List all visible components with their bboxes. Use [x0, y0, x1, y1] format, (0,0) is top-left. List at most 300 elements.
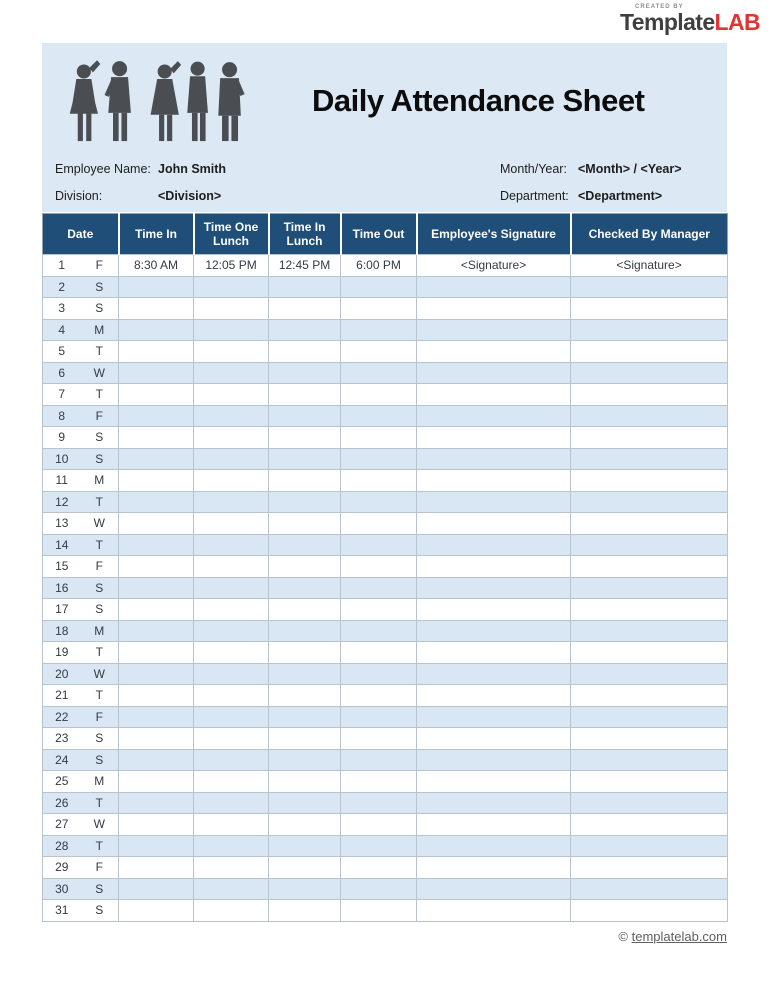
date-number-cell: 1 [43, 255, 81, 277]
time-one-lunch-cell [194, 749, 269, 771]
time-out-cell [341, 556, 417, 578]
time-one-lunch-cell [194, 534, 269, 556]
table-row [43, 706, 728, 728]
checked-by-manager-cell [571, 814, 728, 836]
checked-by-manager-cell [571, 792, 728, 814]
attendance-table-body [43, 255, 728, 922]
table-row [43, 685, 728, 707]
day-letter-cell: M [81, 771, 119, 793]
time-in-cell [119, 642, 194, 664]
time-in-lunch-cell [269, 599, 341, 621]
checked-by-manager-cell [571, 663, 728, 685]
table-row [43, 534, 728, 556]
day-letter-cell: S [81, 749, 119, 771]
time-one-lunch-cell [194, 470, 269, 492]
checked-by-manager-cell [571, 276, 728, 298]
time-one-lunch-cell [194, 835, 269, 857]
time-out-cell [341, 878, 417, 900]
date-number-cell: 6 [43, 362, 81, 384]
table-row [43, 577, 728, 599]
date-number-cell: 12 [43, 491, 81, 513]
employee-signature-cell [417, 728, 571, 750]
checked-by-manager-cell [571, 685, 728, 707]
day-letter-cell: M [81, 470, 119, 492]
logo-template-text: Template [620, 9, 715, 35]
employee-signature-cell [417, 642, 571, 664]
time-one-lunch-cell [194, 620, 269, 642]
table-row [43, 857, 728, 879]
day-letter-cell: T [81, 685, 119, 707]
employee-signature-cell [417, 685, 571, 707]
table-row [43, 255, 728, 277]
templatelab-link[interactable]: templatelab.com [631, 929, 727, 944]
date-number-cell: 31 [43, 900, 81, 922]
table-row [43, 663, 728, 685]
time-one-lunch-cell [194, 513, 269, 535]
date-number-cell: 18 [43, 620, 81, 642]
col-header-checked-by-manager: Checked By Manager [571, 214, 728, 255]
time-one-lunch-cell [194, 599, 269, 621]
checked-by-manager-cell [571, 728, 728, 750]
checked-by-manager-cell [571, 642, 728, 664]
employee-signature-cell [417, 491, 571, 513]
employee-signature-cell [417, 427, 571, 449]
checked-by-manager-cell [571, 857, 728, 879]
checked-by-manager-cell [571, 491, 728, 513]
time-out-cell [341, 276, 417, 298]
logo-lab-text: LAB [714, 9, 760, 35]
date-number-cell: 16 [43, 577, 81, 599]
time-in-lunch-cell [269, 362, 341, 384]
time-in-lunch-cell [269, 298, 341, 320]
day-letter-cell: S [81, 728, 119, 750]
time-in-lunch-cell [269, 771, 341, 793]
time-out-cell [341, 448, 417, 470]
time-in-lunch-cell: 12:45 PM [269, 255, 341, 277]
checked-by-manager-cell [571, 341, 728, 363]
month-year-value: <Month> / <Year> [578, 161, 682, 176]
date-number-cell: 8 [43, 405, 81, 427]
employee-signature-cell [417, 448, 571, 470]
time-one-lunch-cell [194, 384, 269, 406]
employee-signature-cell [417, 792, 571, 814]
employee-signature-cell [417, 620, 571, 642]
checked-by-manager-cell [571, 900, 728, 922]
time-one-lunch-cell [194, 900, 269, 922]
time-in-cell [119, 792, 194, 814]
checked-by-manager-cell [571, 706, 728, 728]
employee-signature-cell [417, 749, 571, 771]
date-number-cell: 26 [43, 792, 81, 814]
time-in-cell [119, 427, 194, 449]
table-row [43, 470, 728, 492]
time-in-cell [119, 835, 194, 857]
time-out-cell [341, 513, 417, 535]
date-number-cell: 9 [43, 427, 81, 449]
col-header-time-in-lunch: Time In Lunch [269, 214, 341, 255]
table-row [43, 878, 728, 900]
time-one-lunch-cell [194, 814, 269, 836]
employee-signature-cell: <Signature> [417, 255, 571, 277]
time-in-cell [119, 771, 194, 793]
date-number-cell: 15 [43, 556, 81, 578]
time-one-lunch-cell [194, 341, 269, 363]
time-in-lunch-cell [269, 513, 341, 535]
date-number-cell: 2 [43, 276, 81, 298]
employee-signature-cell [417, 534, 571, 556]
attendance-table [42, 213, 728, 922]
table-row [43, 341, 728, 363]
time-out-cell [341, 771, 417, 793]
time-out-cell [341, 405, 417, 427]
table-row [43, 319, 728, 341]
employee-signature-cell [417, 341, 571, 363]
day-letter-cell: S [81, 276, 119, 298]
employee-name-label: Employee Name: [55, 161, 151, 176]
employee-signature-cell [417, 470, 571, 492]
time-in-lunch-cell [269, 448, 341, 470]
day-letter-cell: F [81, 556, 119, 578]
date-number-cell: 20 [43, 663, 81, 685]
date-number-cell: 22 [43, 706, 81, 728]
time-out-cell [341, 384, 417, 406]
table-row [43, 771, 728, 793]
col-header-employee-signature: Employee's Signature [417, 214, 571, 255]
time-in-cell [119, 448, 194, 470]
time-one-lunch-cell [194, 362, 269, 384]
table-row [43, 513, 728, 535]
time-in-lunch-cell [269, 642, 341, 664]
table-row [43, 900, 728, 922]
checked-by-manager-cell [571, 448, 728, 470]
date-number-cell: 4 [43, 319, 81, 341]
table-row [43, 749, 728, 771]
time-one-lunch-cell [194, 857, 269, 879]
employee-signature-cell [417, 276, 571, 298]
table-row [43, 384, 728, 406]
table-row [43, 276, 728, 298]
templatelab-logo[interactable] [620, 4, 760, 34]
day-letter-cell: F [81, 255, 119, 277]
people-silhouettes-image [66, 57, 254, 149]
checked-by-manager-cell [571, 319, 728, 341]
employee-signature-cell [417, 857, 571, 879]
time-in-cell [119, 620, 194, 642]
time-in-lunch-cell [269, 470, 341, 492]
time-out-cell [341, 642, 417, 664]
time-in-cell [119, 298, 194, 320]
day-letter-cell: T [81, 792, 119, 814]
time-in-lunch-cell [269, 384, 341, 406]
time-in-cell [119, 341, 194, 363]
time-one-lunch-cell [194, 792, 269, 814]
time-in-cell [119, 577, 194, 599]
day-letter-cell: M [81, 319, 119, 341]
table-row [43, 814, 728, 836]
employee-signature-cell [417, 319, 571, 341]
day-letter-cell: S [81, 599, 119, 621]
day-letter-cell: S [81, 878, 119, 900]
time-in-lunch-cell [269, 663, 341, 685]
time-in-lunch-cell [269, 341, 341, 363]
col-header-time-one-lunch: Time One Lunch [194, 214, 269, 255]
time-in-cell [119, 900, 194, 922]
time-out-cell [341, 341, 417, 363]
time-in-lunch-cell [269, 491, 341, 513]
time-out-cell [341, 728, 417, 750]
time-one-lunch-cell [194, 728, 269, 750]
table-row [43, 599, 728, 621]
time-in-cell: 8:30 AM [119, 255, 194, 277]
checked-by-manager-cell [571, 427, 728, 449]
time-out-cell [341, 749, 417, 771]
time-one-lunch-cell [194, 319, 269, 341]
header-band [42, 43, 727, 212]
employee-signature-cell [417, 814, 571, 836]
table-row [43, 620, 728, 642]
checked-by-manager-cell [571, 534, 728, 556]
day-letter-cell: F [81, 706, 119, 728]
time-in-lunch-cell [269, 276, 341, 298]
checked-by-manager-cell [571, 405, 728, 427]
time-in-cell [119, 362, 194, 384]
time-one-lunch-cell [194, 491, 269, 513]
table-row [43, 642, 728, 664]
date-number-cell: 3 [43, 298, 81, 320]
table-row [43, 405, 728, 427]
time-in-cell [119, 491, 194, 513]
date-number-cell: 13 [43, 513, 81, 535]
time-in-cell [119, 706, 194, 728]
time-in-lunch-cell [269, 556, 341, 578]
table-row [43, 835, 728, 857]
day-letter-cell: W [81, 362, 119, 384]
date-number-cell: 29 [43, 857, 81, 879]
date-number-cell: 23 [43, 728, 81, 750]
employee-signature-cell [417, 556, 571, 578]
time-in-lunch-cell [269, 900, 341, 922]
time-out-cell [341, 814, 417, 836]
day-letter-cell: W [81, 663, 119, 685]
employee-signature-cell [417, 663, 571, 685]
checked-by-manager-cell [571, 362, 728, 384]
checked-by-manager-cell [571, 513, 728, 535]
time-in-lunch-cell [269, 814, 341, 836]
date-number-cell: 7 [43, 384, 81, 406]
checked-by-manager-cell [571, 384, 728, 406]
checked-by-manager-cell [571, 620, 728, 642]
time-in-cell [119, 276, 194, 298]
day-letter-cell: S [81, 298, 119, 320]
date-number-cell: 24 [43, 749, 81, 771]
employee-signature-cell [417, 405, 571, 427]
logo-created-by-text: CREATED BY [635, 4, 684, 10]
day-letter-cell: F [81, 405, 119, 427]
employee-signature-cell [417, 599, 571, 621]
time-in-cell [119, 556, 194, 578]
time-in-cell [119, 878, 194, 900]
col-header-time-out: Time Out [341, 214, 417, 255]
day-letter-cell: W [81, 814, 119, 836]
footer [618, 929, 727, 944]
day-letter-cell: T [81, 341, 119, 363]
date-number-cell: 10 [43, 448, 81, 470]
date-number-cell: 28 [43, 835, 81, 857]
page-title: Daily Attendance Sheet [312, 83, 645, 118]
time-in-cell [119, 319, 194, 341]
time-in-cell [119, 384, 194, 406]
division-value: <Division> [158, 188, 222, 203]
day-letter-cell: M [81, 620, 119, 642]
time-in-lunch-cell [269, 577, 341, 599]
time-in-cell [119, 749, 194, 771]
time-one-lunch-cell [194, 706, 269, 728]
time-in-lunch-cell [269, 749, 341, 771]
table-row [43, 427, 728, 449]
attendance-table-header [43, 214, 728, 255]
day-letter-cell: T [81, 835, 119, 857]
checked-by-manager-cell [571, 749, 728, 771]
time-out-cell [341, 599, 417, 621]
date-number-cell: 25 [43, 771, 81, 793]
table-row [43, 556, 728, 578]
date-number-cell: 17 [43, 599, 81, 621]
time-out-cell [341, 857, 417, 879]
time-one-lunch-cell [194, 298, 269, 320]
time-one-lunch-cell [194, 577, 269, 599]
time-in-lunch-cell [269, 728, 341, 750]
checked-by-manager-cell [571, 878, 728, 900]
date-number-cell: 5 [43, 341, 81, 363]
time-in-lunch-cell [269, 835, 341, 857]
day-letter-cell: S [81, 900, 119, 922]
time-in-lunch-cell [269, 620, 341, 642]
employee-signature-cell [417, 384, 571, 406]
date-number-cell: 11 [43, 470, 81, 492]
time-out-cell: 6:00 PM [341, 255, 417, 277]
day-letter-cell: F [81, 857, 119, 879]
time-one-lunch-cell [194, 405, 269, 427]
checked-by-manager-cell [571, 835, 728, 857]
table-row [43, 298, 728, 320]
time-out-cell [341, 362, 417, 384]
table-row [43, 728, 728, 750]
time-in-cell [119, 470, 194, 492]
table-row [43, 792, 728, 814]
time-out-cell [341, 534, 417, 556]
time-one-lunch-cell [194, 556, 269, 578]
employee-name-value: John Smith [158, 161, 227, 176]
day-letter-cell: S [81, 427, 119, 449]
checked-by-manager-cell [571, 470, 728, 492]
time-out-cell [341, 491, 417, 513]
date-number-cell: 21 [43, 685, 81, 707]
employee-signature-cell [417, 771, 571, 793]
time-in-lunch-cell [269, 405, 341, 427]
time-in-lunch-cell [269, 534, 341, 556]
employee-signature-cell [417, 900, 571, 922]
table-row [43, 448, 728, 470]
checked-by-manager-cell [571, 771, 728, 793]
time-out-cell [341, 319, 417, 341]
employee-signature-cell [417, 878, 571, 900]
time-in-lunch-cell [269, 878, 341, 900]
employee-signature-cell [417, 298, 571, 320]
division-label: Division: [55, 188, 103, 203]
time-out-cell [341, 835, 417, 857]
day-letter-cell: T [81, 642, 119, 664]
department-label: Department: [500, 188, 569, 203]
time-one-lunch-cell [194, 448, 269, 470]
date-number-cell: 27 [43, 814, 81, 836]
col-header-time-in: Time In [119, 214, 194, 255]
time-out-cell [341, 620, 417, 642]
time-one-lunch-cell [194, 771, 269, 793]
time-out-cell [341, 298, 417, 320]
employee-signature-cell [417, 513, 571, 535]
date-number-cell: 19 [43, 642, 81, 664]
time-in-cell [119, 534, 194, 556]
checked-by-manager-cell [571, 556, 728, 578]
checked-by-manager-cell: <Signature> [571, 255, 728, 277]
time-in-cell [119, 513, 194, 535]
date-number-cell: 14 [43, 534, 81, 556]
time-out-cell [341, 792, 417, 814]
time-one-lunch-cell: 12:05 PM [194, 255, 269, 277]
time-one-lunch-cell [194, 878, 269, 900]
time-one-lunch-cell [194, 685, 269, 707]
time-out-cell [341, 470, 417, 492]
time-in-cell [119, 728, 194, 750]
employee-signature-cell [417, 706, 571, 728]
employee-info-section [42, 155, 727, 209]
time-in-cell [119, 599, 194, 621]
time-one-lunch-cell [194, 276, 269, 298]
time-one-lunch-cell [194, 642, 269, 664]
time-out-cell [341, 706, 417, 728]
month-year-label: Month/Year: [500, 161, 567, 176]
day-letter-cell: T [81, 384, 119, 406]
time-in-cell [119, 663, 194, 685]
time-out-cell [341, 663, 417, 685]
checked-by-manager-cell [571, 577, 728, 599]
employee-signature-cell [417, 362, 571, 384]
time-in-lunch-cell [269, 792, 341, 814]
day-letter-cell: S [81, 448, 119, 470]
time-out-cell [341, 427, 417, 449]
time-one-lunch-cell [194, 427, 269, 449]
time-out-cell [341, 577, 417, 599]
time-in-lunch-cell [269, 857, 341, 879]
table-row [43, 362, 728, 384]
time-in-lunch-cell [269, 427, 341, 449]
time-in-cell [119, 685, 194, 707]
day-letter-cell: T [81, 534, 119, 556]
time-one-lunch-cell [194, 663, 269, 685]
day-letter-cell: S [81, 577, 119, 599]
day-letter-cell: T [81, 491, 119, 513]
time-out-cell [341, 685, 417, 707]
table-row [43, 491, 728, 513]
time-in-cell [119, 857, 194, 879]
time-in-lunch-cell [269, 706, 341, 728]
time-in-lunch-cell [269, 685, 341, 707]
time-in-lunch-cell [269, 319, 341, 341]
checked-by-manager-cell [571, 298, 728, 320]
time-in-cell [119, 814, 194, 836]
date-number-cell: 30 [43, 878, 81, 900]
copyright-symbol: © [618, 929, 628, 944]
